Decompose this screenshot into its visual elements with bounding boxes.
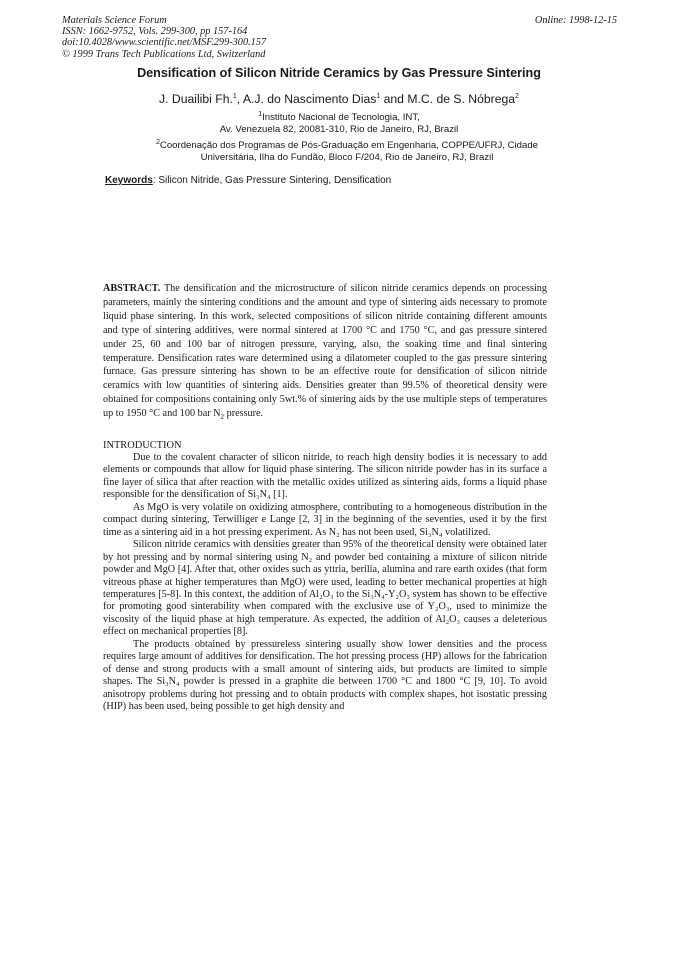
copyright-line: © 1999 Trans Tech Publications Ltd, Switzerland [62, 48, 266, 60]
abstract-subscript: 2 [220, 413, 225, 422]
affiliation-1-mark: 1 [258, 110, 263, 118]
intro-paragraph-4: The products obtained by pressureless sintering usually show lower densities and the process requires large amount of additives for densification. The hot pressing process (HP) allows for the fabrication of dense and strong products with a small amount of sintering aids, but products are limited to simple shapes. The Si₃N₄ powder is pressed in a graphite die between 1700 °C and 1800 °C [9, 10]. To avoid anisotropy problems during hot pressing and to obtain products with complex shapes, hot isostatic pressing (HIP) has been used, being possible to get high density and [103, 638, 547, 713]
affiliation-2-line-2: Universitária, Ilha do Fundão, Bloco F/204, Rio de Janeiro, RJ, Brazil [200, 152, 494, 163]
abstract [103, 282, 547, 421]
abstract-end: pressure. [224, 408, 264, 420]
author-list [0, 92, 678, 106]
abstract-label: ABSTRACT. [103, 283, 161, 294]
page-header [62, 15, 617, 60]
author-3: and M.C. de S. Nóbrega [380, 92, 516, 106]
section-heading-introduction: INTRODUCTION [103, 440, 182, 451]
author-2-affiliation-mark: 1 [376, 92, 381, 100]
author-1-affiliation-mark: 1 [232, 92, 237, 100]
affiliation-2-mark: 2 [156, 138, 160, 146]
author-3-affiliation-mark: 2 [515, 92, 519, 100]
author-1: J. Duailibi Fh. [159, 92, 233, 106]
journal-name: Materials Science Forum [62, 15, 167, 26]
affiliation-2-line-1: Coordenação dos Programas de Pós-Graduação em Engenharia, COPPE/UFRJ, Cidade [159, 140, 538, 151]
author-2: , A.J. do Nascimento Dias [236, 92, 377, 106]
issn-line: ISSN: 1662-9752, Vols. 299-300, pp 157-164 [62, 26, 248, 38]
intro-paragraph-2: As MgO is very volatile on oxidizing atmosphere, contributing to a homogeneous distribution in the compact during sintering, Terwilliger e Lange [2, 3] in the beginning of the seventies, used it by the first time as a sintering aid in a hot pressing experiment. As N₂ has not been used, Si₃N₄ volatilized. [103, 501, 547, 538]
introduction-body [103, 452, 547, 714]
online-date: Online: 1998-12-15 [534, 15, 617, 26]
doi-line[interactable]: doi:10.4028/www.scientific.net/MSF.299-300.157 [62, 37, 267, 49]
abstract-text: The densification and the microstructure of silicon nitride ceramics depends on processing parameters, mainly the sintering conditions and the amount and type of sintering aids necessary to promote liquid phase sintering. In this work, selected compositions of silicon nitride containing different amounts and type of sintering additives, were normal sintered at 1700 °C and 1750 °C, and gas pressure sintered under 25, 60 and 100 bar of nitrogen pressure, varying, also, the soaking time and final sintering temperature. Densification rates ware determined using a dilatometer coupled to the gas pressure sintering furnace. Gas pressure sintering has shown to be an effective route for densification of silicon nitride ceramics with low quantities of sintering aids. Densities greater than 99.5% of theoretical density were obtained for compositions containing only 5wt.% of sintering aids by the use multiple steps of temperatures up to 1950 °C and 100 bar N [103, 283, 547, 420]
affiliation-1 [0, 112, 678, 136]
keywords-label: Keywords [105, 175, 153, 186]
affiliation-1-line-2: Av. Venezuela 82, 20081-310, Rio de Janeiro, RJ, Brazil [219, 124, 459, 135]
intro-paragraph-1: Due to the covalent character of silicon nitride, to reach high density bodies it is necessary to add elements or compounds that allow for liquid phase sintering. The silicon nitride powder has in its surface a fine layer of silica that after reaction with the metallic oxides utilized as sintering aids, forms a liquid phase responsible for the densification of Si₃N₄ [1]. [103, 452, 547, 501]
affiliation-1-line-1: Instituto Nacional de Tecnologia, INT, [262, 112, 420, 123]
keywords-text: : Silicon Nitride, Gas Pressure Sintering, Densification [152, 175, 392, 186]
affiliation-2 [8, 140, 678, 164]
intro-paragraph-3: Silicon nitride ceramics with densities greater than 95% of the theoretical density were obtained later by hot pressing and by normal sintering using N₂ and powder bed containing a mixture of silicon nitride powder and MgO [4]. After that, other oxides such as yttria, berilia, alumina and rare earth oxides (that form vitreous phase at higher temperatures than MgO) were used, leading to better mechanical properties at high temperatures [5-8]. In this context, the addition of Al₂O₃ to the Si₃N₄-Y₂O₃ system has shown to be effective for promoting good sinterability when compared with the exclusive use of Y₂O₃, used to minimize the viscosity of the liquid phase at high temperature. As expected, the addition of Al₂O₃ causes a deleterious effect on mechanical properties [8]. [103, 539, 547, 638]
keywords [105, 175, 391, 186]
paper-title: Densification of Silicon Nitride Ceramics by Gas Pressure Sintering [137, 66, 541, 80]
